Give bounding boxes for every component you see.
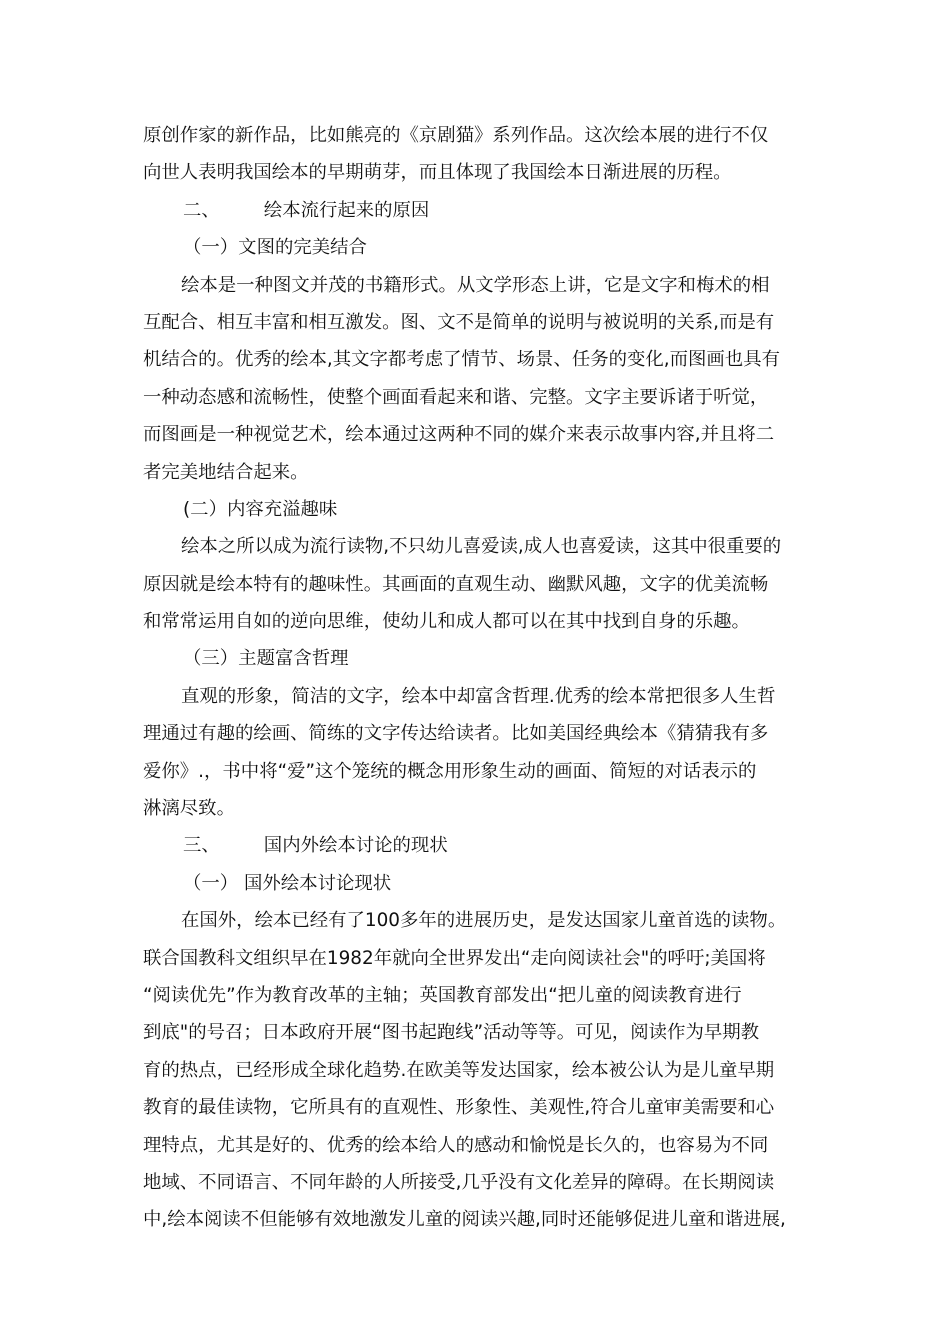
paragraph-line: 原因就是绘本特有的趣味性。其画面的直观生动、幽默风趣，文字的优美流畅 (143, 573, 769, 595)
document-body (143, 117, 815, 1239)
paragraph-line: 教育的最佳读物，它所具有的直观性、形象性、美观性,符合儿童审美需要和心 (143, 1097, 775, 1119)
subsection-heading: （三）主题富含哲理 (183, 648, 349, 670)
subsection-heading: (二）内容充溢趣味 (183, 498, 338, 520)
paragraph-line: 绘本是一种图文并茂的书籍形式。从文学形态上讲，它是文字和梅术的相 (181, 274, 770, 296)
paragraph-line: 一种动态感和流畅性，使整个画面看起来和谐、完整。文字主要诉诸于听觉， (143, 386, 769, 408)
paragraph-line: 到底"的号召；日本政府开展“图书起跑线”活动等等。可见，阅读作为早期教 (143, 1022, 760, 1044)
paragraph-line: “阅读优先”作为教育改革的主轴；英国教育部发出“把儿童的阅读教育进行 (143, 984, 742, 1006)
section-title: 绘本流行起来的原因 (263, 199, 430, 221)
paragraph-line: 爱你》.，书中将“爱”这个笼统的概念用形象生动的画面、简短的对话表示的 (143, 760, 757, 782)
paragraph-line: 而图画是一种视觉艺术，绘本通过这两种不同的媒介来表示故事内容,并且将二 (143, 424, 775, 446)
paragraph-line: 在国外，绘本已经有了100多年的进展历史，是发达国家儿童首选的读物。 (181, 910, 787, 932)
paragraph-line: 中,绘本阅读不但能够有效地激发儿童的阅读兴趣,同时还能够促进儿童和谐进展, (143, 1209, 786, 1231)
paragraph-line: 联合国教科文组织早在1982年就向全世界发出“走向阅读社会"的呼吁;美国将 (143, 947, 766, 969)
paragraph-line: 向世人表明我国绘本的早期萌芽，而且体现了我国绘本日渐进展的历程。 (143, 162, 732, 184)
paragraph-line: 直观的形象，简洁的文字，绘本中却富含哲理.优秀的绘本常把很多人生哲 (181, 685, 776, 707)
paragraph-line: 地域、不同语言、不同年龄的人所接受,几乎没有文化差异的障碍。在长期阅读 (143, 1171, 775, 1193)
section-number: 三、 (183, 835, 220, 857)
subsection-heading: （一） 国外绘本讨论现状 (183, 872, 392, 894)
section-heading (143, 192, 815, 229)
paragraph-line: 机结合的。优秀的绘本,其文字都考虑了情节、场景、任务的变化,而图画也具有 (143, 349, 780, 371)
paragraph-line: 者完美地结合起来。 (143, 461, 309, 483)
section-number: 二、 (183, 199, 220, 221)
subsection-heading: （一）文图的完美结合 (183, 237, 367, 259)
paragraph-line: 理特点，尤其是好的、优秀的绘本给人的感动和愉悦是长久的，也容易为不同 (143, 1134, 769, 1156)
paragraph-line: 互配合、相互丰富和相互激发。图、文不是简单的说明与被说明的关系,而是有 (143, 311, 775, 333)
paragraph-line: 淋漓尽致。 (143, 798, 235, 820)
paragraph-line: 和常常运用自如的逆向思维，使幼儿和成人都可以在其中找到自身的乐趣。 (143, 611, 750, 633)
paragraph-line: 绘本之所以成为流行读物,不只幼儿喜爱读,成人也喜爱读，这其中很重要的 (181, 536, 782, 558)
section-heading (143, 827, 815, 864)
paragraph-line: 理通过有趣的绘画、简练的文字传达给读者。比如美国经典绘本《猜猜我有多 (143, 723, 769, 745)
section-title: 国内外绘本讨论的现状 (263, 835, 448, 857)
paragraph-line: 原创作家的新作品，比如熊亮的《京剧猫》系列作品。这次绘本展的进行不仅 (143, 125, 769, 146)
paragraph-line: 育的热点，已经形成全球化趋势.在欧美等发达国家，绘本被公认为是儿童早期 (143, 1059, 775, 1081)
